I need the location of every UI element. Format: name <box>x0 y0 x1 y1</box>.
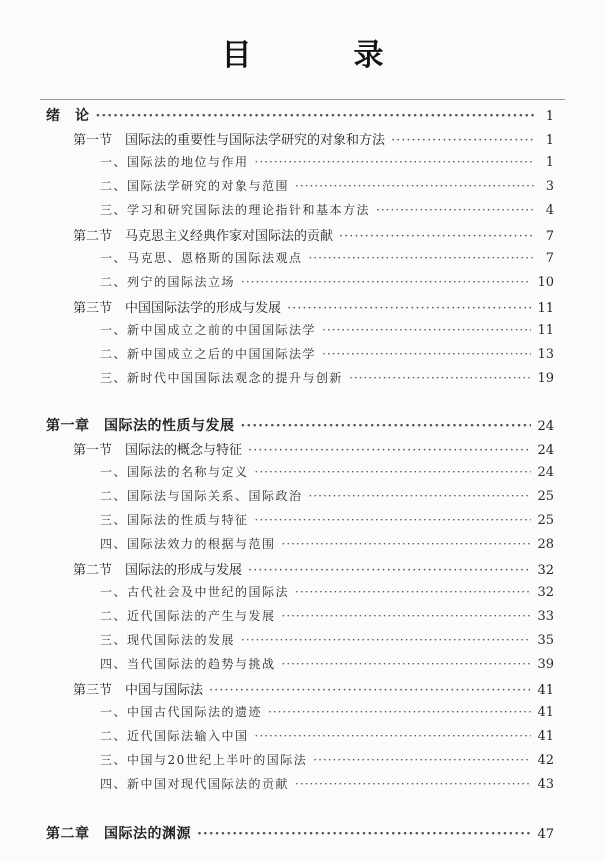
toc-entry-page: 7 <box>545 229 554 244</box>
toc-entry-item[interactable] <box>100 703 554 723</box>
page-title: 目 录 <box>221 38 420 73</box>
toc-dot-leader <box>322 347 531 361</box>
toc-entry-item[interactable] <box>100 655 554 675</box>
toc-dot-leader <box>255 513 532 527</box>
toc-entry-label: 二、列宁的国际法立场 <box>100 275 236 289</box>
toc-entry-label: 一、古代社会及中世纪的国际法 <box>100 585 290 599</box>
toc-entry-item[interactable] <box>100 751 554 771</box>
toc-entry-chapter[interactable] <box>46 105 554 125</box>
toc-dot-leader <box>268 705 531 719</box>
toc-dot-leader <box>309 489 532 503</box>
toc-entry-page: 39 <box>537 657 554 672</box>
toc-dot-leader <box>282 537 532 551</box>
toc-entry-page: 4 <box>545 203 554 218</box>
toc-entry-page: 28 <box>537 537 554 552</box>
toc-dot-leader <box>241 275 531 289</box>
toc-entry-page: 7 <box>545 251 554 266</box>
toc-entry-page: 47 <box>537 827 554 842</box>
toc-dot-leader <box>248 443 531 458</box>
toc-dot-leader <box>287 301 531 316</box>
toc-dot-leader <box>322 323 531 337</box>
toc-entry-page: 25 <box>537 513 554 528</box>
toc-entry-page: 35 <box>537 633 554 648</box>
toc-entry-label: 一、国际法的名称与定义 <box>100 465 249 479</box>
toc-entry-label: 第二节 马克思主义经典作家对国际法的贡献 <box>73 229 334 244</box>
toc-dot-leader <box>376 203 534 217</box>
toc-dot-leader <box>295 777 531 791</box>
toc-dot-leader <box>391 133 534 148</box>
toc-dot-leader <box>241 633 531 647</box>
toc-entry-page: 32 <box>537 563 554 578</box>
toc-entry-page: 33 <box>537 609 554 624</box>
toc-entry-label: 三、中国与20世纪上半叶的国际法 <box>100 753 308 767</box>
toc-entry-section[interactable] <box>73 679 554 699</box>
toc-entry-label: 三、现代国际法的发展 <box>100 633 236 647</box>
toc-entry-item[interactable] <box>100 249 554 269</box>
toc-entry-page: 11 <box>537 323 554 338</box>
toc-dot-leader <box>255 155 534 169</box>
toc-dot-leader <box>313 753 531 767</box>
toc-entry-label: 四、新中国对现代国际法的贡献 <box>100 777 290 791</box>
toc-entry-chapter[interactable] <box>46 823 554 843</box>
toc-dot-leader <box>241 418 532 434</box>
toc-entry-item[interactable] <box>100 273 554 293</box>
toc-entry-page: 43 <box>537 777 554 792</box>
toc-entry-label: 第三节 中国国际法学的形成与发展 <box>73 301 282 316</box>
header-divider <box>40 99 565 100</box>
toc-entry-page: 25 <box>537 489 554 504</box>
toc-entry-section[interactable] <box>73 439 554 459</box>
toc-entry-item[interactable] <box>100 511 554 531</box>
toc-entry-label: 一、马克思、恩格斯的国际法观点 <box>100 251 303 265</box>
toc-entry-label: 第一节 国际法的重要性与国际法学研究的对象和方法 <box>73 133 386 148</box>
toc-entry-page: 24 <box>537 419 554 434</box>
toc-entry-page: 19 <box>537 371 554 386</box>
toc-entry-item[interactable] <box>100 345 554 365</box>
toc-entry-item[interactable] <box>100 321 554 341</box>
toc-entry-label: 第二节 国际法的形成与发展 <box>73 563 243 578</box>
toc-dot-leader <box>197 826 531 842</box>
toc-entry-label: 一、国际法的地位与作用 <box>100 155 249 169</box>
toc-entry-item[interactable] <box>100 583 554 603</box>
toc-entry-label: 三、新时代中国国际法观念的提升与创新 <box>100 371 344 385</box>
toc-entry-item[interactable] <box>100 631 554 651</box>
toc-entry-page: 24 <box>537 443 554 458</box>
toc-entry-label: 二、近代国际法输入中国 <box>100 729 249 743</box>
toc-entry-item[interactable] <box>100 463 554 483</box>
toc-entry-label: 四、国际法效力的根据与范围 <box>100 537 276 551</box>
toc-entry-item[interactable] <box>100 201 554 221</box>
toc-entry-label: 一、新中国成立之前的中国国际法学 <box>100 323 317 337</box>
toc-entry-chapter[interactable] <box>46 415 554 435</box>
toc-entry-section[interactable] <box>73 559 554 579</box>
toc-entry-page: 1 <box>545 155 554 170</box>
toc-entry-section[interactable] <box>73 225 554 245</box>
toc-entry-page: 13 <box>537 347 554 362</box>
toc-entry-item[interactable] <box>100 369 554 389</box>
toc-entry-page: 41 <box>537 683 554 698</box>
toc-dot-leader <box>248 563 531 578</box>
toc-entry-item[interactable] <box>100 775 554 795</box>
toc-dot-leader <box>282 657 532 671</box>
toc-entry-label: 二、新中国成立之后的中国国际法学 <box>100 347 317 361</box>
toc-entry-item[interactable] <box>100 727 554 747</box>
toc-entry-section[interactable] <box>73 297 554 317</box>
toc-entry-label: 第二章 国际法的渊源 <box>46 826 191 842</box>
toc-entry-label: 一、中国古代国际法的遗迹 <box>100 705 263 719</box>
toc-dot-leader <box>96 108 535 124</box>
toc-entry-page: 32 <box>537 585 554 600</box>
toc-dot-leader <box>209 683 531 698</box>
toc-entry-label: 四、当代国际法的趋势与挑战 <box>100 657 276 671</box>
toc-entry-item[interactable] <box>100 153 554 173</box>
toc-entry-item[interactable] <box>100 177 554 197</box>
toc-entry-label: 绪 论 <box>46 108 90 124</box>
toc-entry-page: 41 <box>537 729 554 744</box>
toc-entry-page: 24 <box>537 465 554 480</box>
toc-entry-label: 三、国际法的性质与特征 <box>100 513 249 527</box>
toc-entry-page: 42 <box>537 753 554 768</box>
toc-dot-leader <box>282 609 532 623</box>
toc-entry-item[interactable] <box>100 487 554 507</box>
toc-entry-page: 10 <box>537 275 554 290</box>
toc-entry-label: 二、近代国际法的产生与发展 <box>100 609 276 623</box>
toc-entry-label: 二、国际法与国际关系、国际政治 <box>100 489 303 503</box>
toc-entry-label: 二、国际法学研究的对象与范围 <box>100 179 290 193</box>
toc-entry-page: 1 <box>545 109 554 124</box>
toc-dot-leader <box>309 251 534 265</box>
toc-entry-page: 3 <box>545 179 554 194</box>
toc-entry-label: 第一节 国际法的概念与特征 <box>73 443 243 458</box>
toc-entry-item[interactable] <box>100 535 554 555</box>
toc-entry-page: 41 <box>537 705 554 720</box>
toc-dot-leader <box>295 179 534 193</box>
toc-dot-leader <box>339 229 534 244</box>
toc-entry-page: 11 <box>537 301 554 316</box>
toc-entry-page: 1 <box>545 133 554 148</box>
toc-entry-label: 第三节 中国与国际法 <box>73 683 204 698</box>
toc-dot-leader <box>255 465 532 479</box>
toc-dot-leader <box>255 729 532 743</box>
toc-entry-label: 第一章 国际法的性质与发展 <box>46 418 235 434</box>
toc-entry-section[interactable] <box>73 129 554 149</box>
toc-entry-label: 三、学习和研究国际法的理论指针和基本方法 <box>100 203 371 217</box>
toc-dot-leader <box>295 585 531 599</box>
toc-entry-item[interactable] <box>100 607 554 627</box>
toc-dot-leader <box>349 371 531 385</box>
